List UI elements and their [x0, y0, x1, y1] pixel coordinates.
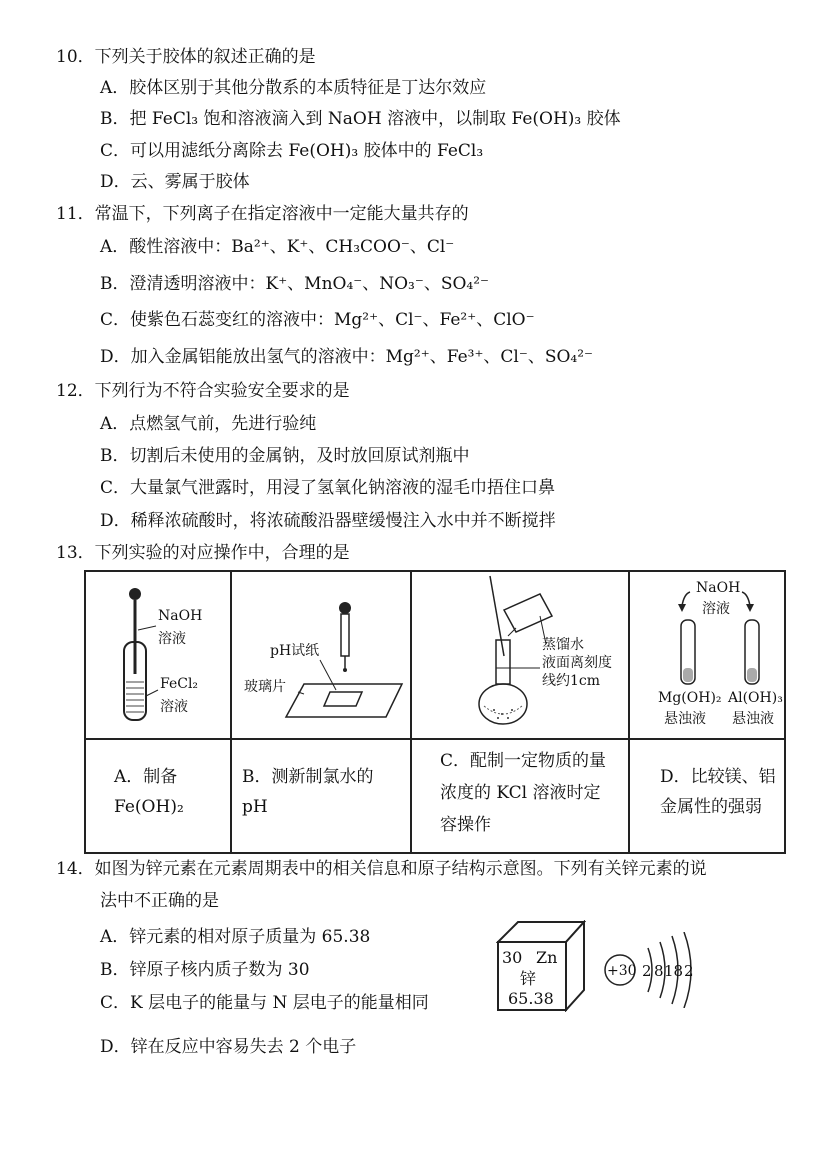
element-symbol: Zn: [536, 948, 558, 967]
q12-stem: 12．下列行为不符合实验安全要求的是: [56, 381, 350, 401]
q14-stem-line2: 法中不正确的是: [100, 891, 219, 911]
liquid-level-label: 液面离刻度: [542, 655, 612, 671]
glass-slide-label: 玻璃片: [244, 679, 286, 695]
q11-stem: 11．常温下，下列离子在指定溶液中一定能大量共存的: [56, 204, 469, 224]
mg-oh-label: Mg(OH)₂: [658, 690, 722, 706]
caption-c-line2: 浓度的 KCl 溶液时定: [440, 783, 601, 803]
fecl2-label: FeCl₂: [160, 676, 199, 692]
atom-nucleus: +30: [607, 963, 637, 979]
caption-a-cell: [85, 739, 231, 853]
q10-option-b: B．把 FeCl₃ 饱和溶液滴入到 NaOH 溶液中，以制取 Fe(OH)₃ 胶体: [100, 109, 621, 129]
ph-paper-figure: [232, 572, 410, 738]
fig-a-cell: [85, 571, 231, 739]
caption-c-line1: C．配制一定物质的量: [440, 751, 607, 771]
al-oh-label: Al(OH)₃: [728, 690, 783, 706]
caption-a-line1: A．制备: [114, 767, 178, 787]
mg-suspension-label: 悬浊液: [664, 711, 706, 727]
q12-option-b: B．切割后未使用的金属钠，及时放回原试剂瓶中: [100, 446, 470, 466]
q10-option-a: A．胶体区别于其他分散系的本质特征是丁达尔效应: [100, 78, 487, 98]
caption-b-cell: [231, 739, 411, 853]
al-suspension-label: 悬浊液: [732, 711, 774, 727]
element-mass: 65.38: [508, 989, 554, 1008]
element-number: 30: [502, 948, 523, 967]
shell-4: 2: [684, 962, 694, 980]
ph-paper-label: pH试纸: [270, 643, 320, 659]
caption-d-line2: 金属性的强弱: [660, 797, 762, 817]
q14-stem-line1: 14．如图为锌元素在元素周期表中的相关信息和原子结构示意图。下列有关锌元素的说: [56, 859, 707, 879]
q12-option-c: C．大量氯气泄露时，用浸了氢氧化钠溶液的湿毛巾捂住口鼻: [100, 478, 556, 498]
q11-option-c: C．使紫色石蕊变红的溶液中：Mg²⁺、Cl⁻、Fe²⁺、ClO⁻: [100, 310, 535, 330]
q10-option-c: C．可以用滤纸分离除去 Fe(OH)₃ 胶体中的 FeCl₃: [100, 141, 484, 161]
caption-d-cell: [629, 739, 785, 853]
shell-2: 8: [654, 962, 664, 980]
element-name: 锌: [520, 969, 537, 988]
fig-d-cell: [629, 571, 785, 739]
naoh-top-solution-label: 溶液: [702, 601, 730, 617]
q14-option-a: A．锌元素的相对原子质量为 65.38: [100, 927, 371, 947]
q13-experiment-table: [84, 570, 786, 854]
fig-b-cell: [231, 571, 411, 739]
q13-stem: 13．下列实验的对应操作中，合理的是: [56, 543, 350, 563]
q14-option-c: C．K 层电子的能量与 N 层电子的能量相同: [100, 993, 429, 1013]
shell-3: 18: [664, 962, 684, 980]
caption-c-line3: 容操作: [440, 815, 491, 835]
caption-b-line1: B．测新制氯水的: [242, 767, 374, 787]
caption-a-line2: Fe(OH)₂: [114, 797, 184, 817]
caption-d-line1: D．比较镁、铝: [660, 767, 776, 787]
fecl2-solution-label: 溶液: [160, 699, 188, 715]
dropper-testtube-figure: [86, 572, 230, 738]
q10-option-d: D．云、雾属于胶体: [100, 172, 250, 192]
fig-c-cell: [411, 571, 629, 739]
shell-1: 2: [642, 962, 652, 980]
q12-option-a: A．点燃氢气前，先进行验纯: [100, 414, 317, 434]
caption-b-line2: pH: [242, 797, 268, 817]
q11-option-b: B．澄清透明溶液中：K⁺、MnO₄⁻、NO₃⁻、SO₄²⁻: [100, 274, 490, 294]
naoh-top-label: NaOH: [696, 580, 741, 596]
q11-option-d: D．加入金属铝能放出氢气的溶液中：Mg²⁺、Fe³⁺、Cl⁻、SO₄²⁻: [100, 347, 594, 367]
distilled-water-label: 蒸馏水: [542, 637, 584, 653]
q11-option-a: A．酸性溶液中：Ba²⁺、K⁺、CH₃COO⁻、Cl⁻: [100, 237, 455, 257]
caption-c-cell: [411, 739, 629, 853]
q14-option-b: B．锌原子核内质子数为 30: [100, 960, 310, 980]
q12-option-d: D．稀释浓硫酸时，将浓硫酸沿器壁缓慢注入水中并不断搅拌: [100, 511, 556, 531]
mark-distance-label: 线约1cm: [542, 673, 601, 689]
q10-stem: 10．下列关于胶体的叙述正确的是: [56, 47, 316, 67]
naoh-label: NaOH: [158, 608, 203, 624]
naoh-solution-label: 溶液: [158, 631, 186, 647]
q14-option-d: D．锌在反应中容易失去 2 个电子: [100, 1037, 357, 1057]
